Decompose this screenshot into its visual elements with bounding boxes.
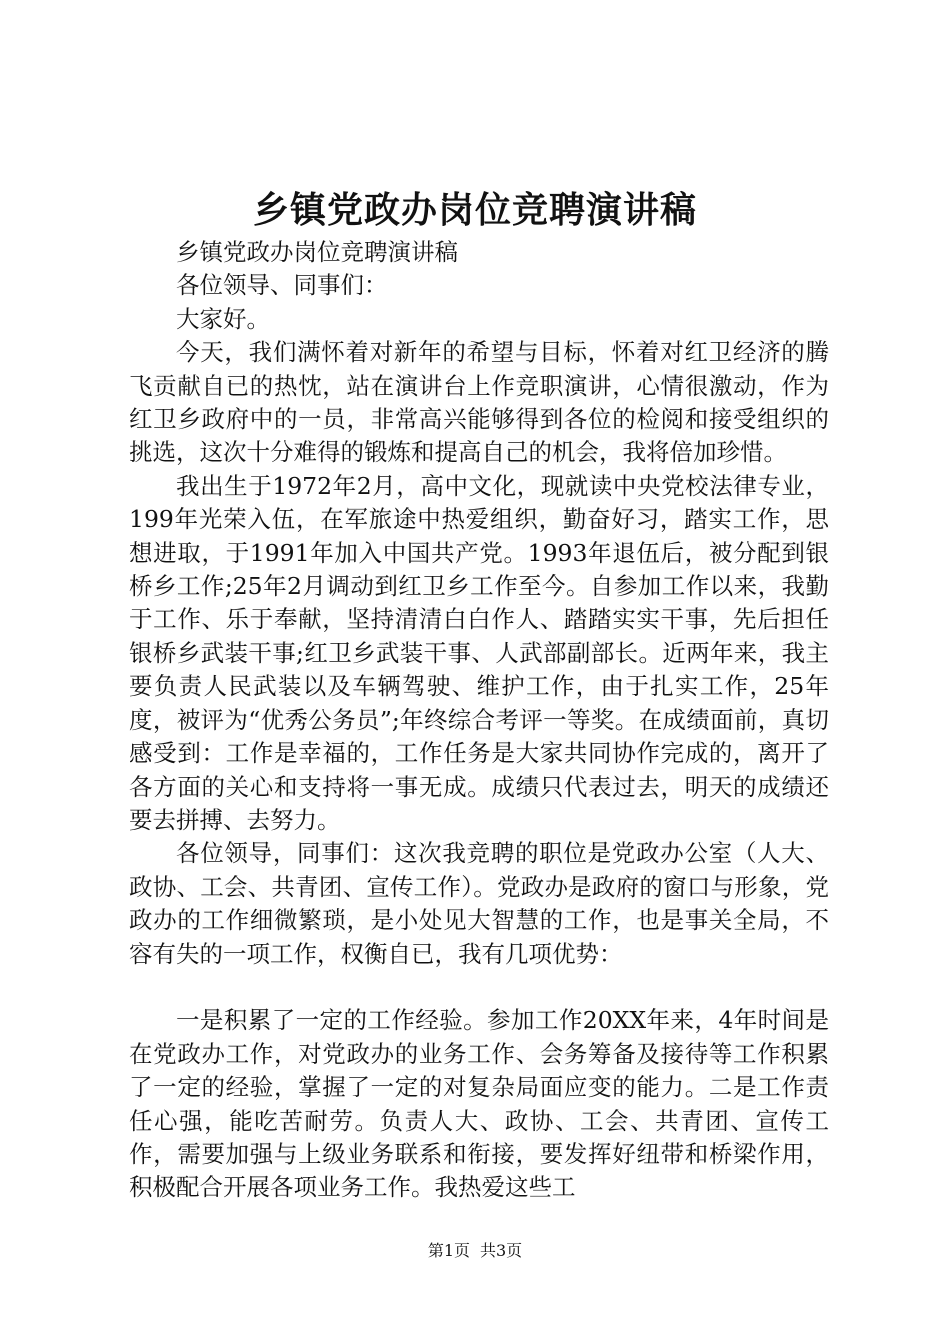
paragraph: 大家好。 (176, 304, 270, 333)
page-footer (0, 1240, 950, 1262)
page-total: 共3页 (480, 1241, 523, 1260)
page-number: 第1页 (427, 1241, 470, 1260)
paragraph: 今天，我们满怀着对新年的希望与目标，怀着对红卫经济的腾飞贡献自已的热忱，站在演讲台上作竞职演讲，心情很激动，作为红卫乡政府中的一员，非常高兴能够得到各位的检阅和接受组织的挑选，这次十分难得的锻炼和提高自己的机会，我将倍加珍惜。 (129, 338, 829, 467)
document-title: 乡镇党政办岗位竞聘演讲稿 (252, 189, 697, 231)
paragraph: 各位领导、同事们： (176, 271, 388, 300)
blank-paragraph (129, 971, 829, 1004)
paragraph: 我出生于1972年2月，高中文化，现就读中央党校法律专业，199年光荣入伍，在军旅途中热爱组织，勤奋好习，踏实工作，思想进取，于1991年加入中国共产党。1993年退伍后，被分配到银桥乡工作;25年2月调动到红卫乡工作至今。自参加工作以来，我勤于工作、乐于奉献，坚持清清白白作人、踏踏实实干事，先后担任银桥乡武装干事;红卫乡武装干事、人武部副部长。近两年来，我主要负责人民武装以及车辆驾驶、维护工作，由于扎实工作，25年度，被评为“优秀公务员”;年终综合考评一等奖。在成绩面前，真切感受到：工作是幸福的，工作任务是大家共同协作完成的，离开了各方面的关心和支持将一事无成。成绩只代表过去，明天的成绩还要去拼搏、去努力。 (129, 471, 829, 834)
document-body (129, 236, 829, 1205)
paragraph: 各位领导，同事们：这次我竞聘的职位是党政办公室（人大、政协、工会、共青团、宣传工作）。党政办是政府的窗口与形象，党政办的工作细微繁琐，是小处见大智慧的工作，也是事关全局，不容有失的一项工作，权衡自已，我有几项优势： (129, 839, 829, 968)
paragraph: 乡镇党政办岗位竞聘演讲稿 (176, 238, 458, 266)
paragraph: 一是积累了一定的工作经验。参加工作20XX年来，4年时间是在党政办工作，对党政办的业务工作、会务筹备及接待等工作积累了一定的经验，掌握了一定的对复杂局面应变的能力。二是工作责任心强，能吃苦耐劳。负责人大、政协、工会、共青团、宣传工作，需要加强与上级业务联系和衔接，要发挥好纽带和桥梁作用，积极配合开展各项业务工作。我热爱这些工 (129, 1006, 829, 1202)
